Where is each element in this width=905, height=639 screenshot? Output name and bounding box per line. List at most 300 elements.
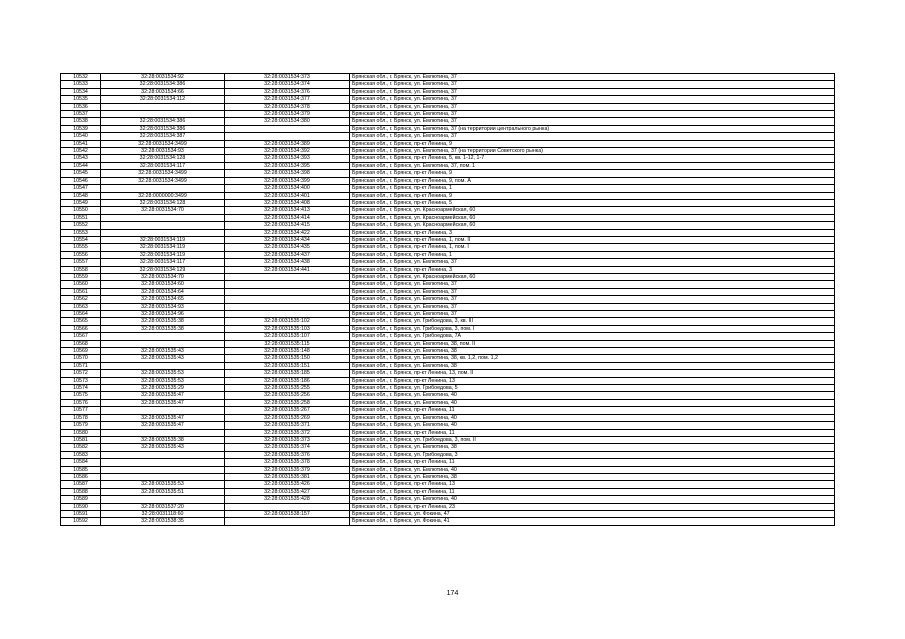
table-row [61,244,835,251]
table-row [61,296,835,303]
land-plot-number-cell [101,429,225,436]
building-number-cell: 32:28:0031534:399 [225,177,350,184]
address-cell: Брянская обл., г. Брянск, ул. Емлютина, 37 [350,74,835,81]
address-cell: Брянская обл., г. Брянск, ул. Емлютина, 37 [350,88,835,95]
row-number-cell: 10589 [61,496,101,503]
table-row [61,377,835,384]
row-number-cell: 10581 [61,436,101,443]
address-cell: Брянская обл., г. Брянск, ул. Емлютина, 38, кв. 1,2, пом. 1,2 [350,355,835,362]
row-number-cell: 10556 [61,251,101,258]
address-cell: Брянская обл., г. Брянск, ул. Грибоедова, 3, пом. I [350,325,835,332]
building-number-cell: 32:28:0031534:395 [225,162,350,169]
row-number-cell: 10540 [61,133,101,140]
land-plot-number-cell: 32:28:0031534:119 [101,236,225,243]
land-plot-number-cell [101,340,225,347]
address-cell: Брянская обл., г. Брянск, ул. Емлютина, 37 [350,281,835,288]
address-cell: Брянская обл., г. Брянск, ул. Емлютина, 37 [350,118,835,125]
row-number-cell: 10542 [61,148,101,155]
address-cell: Брянская обл., г. Брянск, ул. Емлютина, 37 [350,311,835,318]
land-plot-number-cell: 32:28:0031534:64 [101,288,225,295]
row-number-cell: 10561 [61,288,101,295]
land-plot-number-cell: 32:28:0031534:386 [101,81,225,88]
row-number-cell: 10553 [61,229,101,236]
building-number-cell: 32:28:0031535:256 [225,392,350,399]
address-cell: Брянская обл., г. Брянск, ул. Грибоедова, 3, пом. II [350,436,835,443]
row-number-cell: 10533 [61,81,101,88]
building-number-cell: 32:28:0031535:379 [225,466,350,473]
building-number-cell [225,133,350,140]
building-number-cell: 32:28:0031534:408 [225,199,350,206]
address-cell: Брянская обл., г. Брянск, ул. Емлютина, 37 [350,296,835,303]
land-plot-number-cell: 32:28:0031534:96 [101,311,225,318]
building-number-cell: 32:28:0031534:392 [225,148,350,155]
building-number-cell: 32:28:0031534:379 [225,111,350,118]
row-number-cell: 10574 [61,385,101,392]
address-cell: Брянская обл., г. Брянск, ул. Грибоедова, 7А [350,333,835,340]
table-row [61,133,835,140]
table-row [61,185,835,192]
address-cell: Брянская обл., г. Брянск, ул. Грибоедова, 5 [350,385,835,392]
building-number-cell: 32:28:0031534:438 [225,259,350,266]
table-row [61,510,835,517]
land-plot-number-cell: 32:28:0031535:53 [101,377,225,384]
address-cell: Брянская обл., г. Брянск, ул. Емлютина, 38 [350,348,835,355]
land-plot-number-cell: 32:28:0031534:112 [101,96,225,103]
table-row [61,340,835,347]
building-number-cell [225,273,350,280]
address-cell: Брянская обл., г. Брянск, пр-кт Ленина, 1, пом. I [350,244,835,251]
row-number-cell: 10555 [61,244,101,251]
table-row [61,318,835,325]
row-number-cell: 10532 [61,74,101,81]
table-body [61,74,835,526]
building-number-cell: 32:28:0031535:373 [225,436,350,443]
land-plot-number-cell [101,214,225,221]
table-row [61,170,835,177]
building-number-cell: 32:28:0031535:150 [225,355,350,362]
land-plot-number-cell [101,451,225,458]
address-cell: Брянская обл., г. Брянск, ул. Емлютина, 38 [350,362,835,369]
land-plot-number-cell: 32:28:0031534:117 [101,162,225,169]
address-cell: Брянская обл., г. Брянск, ул. Емлютина, 37 [350,96,835,103]
address-cell: Брянская обл., г. Брянск, ул. Емлютина, 37, пом. 1 [350,162,835,169]
row-number-cell: 10535 [61,96,101,103]
land-plot-number-cell: 32:28:0031535:53 [101,370,225,377]
table-row [61,473,835,480]
building-number-cell: 32:28:0031535:371 [225,422,350,429]
table-row [61,125,835,132]
building-number-cell: 32:28:0031534:435 [225,244,350,251]
building-number-cell: 32:28:0031535:102 [225,318,350,325]
table-row [61,333,835,340]
row-number-cell: 10536 [61,103,101,110]
table-row [61,88,835,95]
row-number-cell: 10573 [61,377,101,384]
table-row [61,303,835,310]
table-row [61,496,835,503]
land-plot-number-cell: 32:28:0000000:3499 [101,192,225,199]
address-cell: Брянская обл., г. Брянск, ул. Грибоедова, 3 [350,451,835,458]
address-cell: Брянская обл., г. Брянск, ул. Емлютина, 40 [350,399,835,406]
address-cell: Брянская обл., г. Брянск, ул. Фокина, 41 [350,518,835,525]
table-row [61,370,835,377]
land-plot-number-cell: 32:28:0031535:43 [101,444,225,451]
address-cell: Брянская обл., г. Брянск, пр-кт Ленина, 5, кв. 1-12, 1-7 [350,155,835,162]
building-number-cell: 32:28:0031535:255 [225,385,350,392]
land-plot-number-cell: 32:28:0031535:29 [101,385,225,392]
land-plot-number-cell [101,362,225,369]
table-row [61,148,835,155]
table-row [61,192,835,199]
land-plot-number-cell: 32:28:0031535:53 [101,481,225,488]
address-cell: Брянская обл., г. Брянск, пр-кт Ленина, 3 [350,229,835,236]
address-cell: Брянская обл., г. Брянск, пр-кт Ленина, 11 [350,459,835,466]
building-number-cell: 32:28:0031535:376 [225,451,350,458]
land-plot-number-cell: 32:28:0031535:43 [101,348,225,355]
land-plot-number-cell: 32:28:0031534:93 [101,148,225,155]
building-number-cell: 32:28:0031538:157 [225,510,350,517]
row-number-cell: 10563 [61,303,101,310]
land-plot-number-cell [101,103,225,110]
table-row [61,392,835,399]
row-number-cell: 10564 [61,311,101,318]
land-plot-number-cell: 32:28:0031534:66 [101,88,225,95]
address-cell: Брянская обл., г. Брянск, ул. Красноармейская, 60 [350,214,835,221]
address-cell: Брянская обл., г. Брянск, пр-кт Ленина, 1 [350,185,835,192]
table-row [61,518,835,525]
table-row [61,111,835,118]
land-plot-number-cell: 32:28:0031535:47 [101,414,225,421]
land-plot-number-cell [101,496,225,503]
land-plot-number-cell: 32:28:0031534:3499 [101,140,225,147]
building-number-cell: 32:28:0031535:426 [225,481,350,488]
building-number-cell: 32:28:0031534:378 [225,103,350,110]
land-plot-number-cell: 32:28:0031535:47 [101,392,225,399]
table-row [61,459,835,466]
land-plot-number-cell: 32:28:0031534:117 [101,259,225,266]
building-number-cell: 32:28:0031535:267 [225,407,350,414]
address-cell: Брянская обл., г. Брянск, ул. Емлютина, 37 [350,111,835,118]
building-number-cell: 32:28:0031535:374 [225,444,350,451]
table-row [61,229,835,236]
land-plot-number-cell [101,229,225,236]
land-plot-number-cell [101,473,225,480]
address-cell: Брянская обл., г. Брянск, ул. Емлютина, 37 [350,103,835,110]
row-number-cell: 10547 [61,185,101,192]
land-plot-number-cell [101,333,225,340]
building-number-cell: 32:28:0031535:372 [225,429,350,436]
row-number-cell: 10558 [61,266,101,273]
row-number-cell: 10587 [61,481,101,488]
row-number-cell: 10548 [61,192,101,199]
land-plot-number-cell [101,466,225,473]
table-row [61,214,835,221]
land-plot-number-cell: 32:28:0031535:47 [101,422,225,429]
address-cell: Брянская обл., г. Брянск, ул. Емлютина, 37 (на территории центрального рынка) [350,125,835,132]
address-cell: Брянская обл., г. Брянск, ул. Емлютина, 37 [350,288,835,295]
table-row [61,74,835,81]
row-number-cell: 10584 [61,459,101,466]
address-cell: Брянская обл., г. Брянск, ул. Емлютина, 40 [350,422,835,429]
table-row [61,259,835,266]
building-number-cell: 32:28:0031534:441 [225,266,350,273]
land-plot-number-cell: 32:28:0031534:386 [101,125,225,132]
table-row [61,140,835,147]
land-plot-number-cell [101,407,225,414]
table-row [61,444,835,451]
row-number-cell: 10537 [61,111,101,118]
land-plot-number-cell: 32:28:0031534:387 [101,133,225,140]
address-cell: Брянская обл., г. Брянск, пр-кт Ленина, 13 [350,481,835,488]
building-number-cell [225,303,350,310]
address-cell: Брянская обл., г. Брянск, пр-кт Ленина, 9, пом. А [350,177,835,184]
address-cell: Брянская обл., г. Брянск, ул. Емлютина, 38, пом. II [350,340,835,347]
table-row [61,355,835,362]
building-number-cell: 32:28:0031534:422 [225,229,350,236]
row-number-cell: 10565 [61,318,101,325]
building-number-cell [225,296,350,303]
address-cell: Брянская обл., г. Брянск, ул. Емлютина, 40 [350,466,835,473]
building-number-cell [225,125,350,132]
building-number-cell: 32:28:0031535:151 [225,362,350,369]
building-number-cell: 32:28:0031534:377 [225,96,350,103]
table-row [61,325,835,332]
land-plot-number-cell: 32:28:0031535:51 [101,488,225,495]
address-cell: Брянская обл., г. Брянск, пр-кт Ленина, 11 [350,488,835,495]
row-number-cell: 10566 [61,325,101,332]
table-row [61,103,835,110]
row-number-cell: 10534 [61,88,101,95]
land-plot-number-cell: 32:28:0031534:70 [101,273,225,280]
row-number-cell: 10585 [61,466,101,473]
row-number-cell: 10568 [61,340,101,347]
address-cell: Брянская обл., г. Брянск, ул. Емлютина, 40 [350,414,835,421]
building-number-cell [225,503,350,510]
row-number-cell: 10575 [61,392,101,399]
building-number-cell: 32:28:0031535:148 [225,348,350,355]
page-number: 174 [446,590,459,597]
row-number-cell: 10545 [61,170,101,177]
land-plot-number-cell: 32:28:0031534:3499 [101,177,225,184]
building-number-cell [225,311,350,318]
address-cell: Брянская обл., г. Брянск, ул. Емлютина, 37 (на территории Советского рынка) [350,148,835,155]
table-row [61,81,835,88]
table-row [61,348,835,355]
address-cell: Брянская обл., г. Брянск, ул. Емлютина, 37 [350,81,835,88]
land-plot-number-cell: 32:28:0031534:119 [101,251,225,258]
row-number-cell: 10592 [61,518,101,525]
address-cell: Брянская обл., г. Брянск, ул. Емлютина, 40 [350,496,835,503]
land-plot-number-cell: 32:28:0031534:128 [101,199,225,206]
table-row [61,503,835,510]
land-plot-number-cell: 32:28:0031535:47 [101,399,225,406]
row-number-cell: 10562 [61,296,101,303]
building-number-cell: 32:28:0031534:389 [225,140,350,147]
address-cell: Брянская обл., г. Брянск, ул. Фокина, 47 [350,510,835,517]
land-plot-number-cell: 32:28:0031534:70 [101,207,225,214]
row-number-cell: 10541 [61,140,101,147]
building-number-cell [225,281,350,288]
address-cell: Брянская обл., г. Брянск, пр-кт Ленина, 11 [350,429,835,436]
land-plot-number-cell [101,222,225,229]
address-cell: Брянская обл., г. Брянск, пр-кт Ленина, 5 [350,199,835,206]
row-number-cell: 10557 [61,259,101,266]
table-row [61,311,835,318]
land-plot-number-cell: 32:28:0031534:386 [101,118,225,125]
table-row [61,288,835,295]
address-cell: Брянская обл., г. Брянск, ул. Красноармейская, 60 [350,222,835,229]
row-number-cell: 10544 [61,162,101,169]
table-row [61,199,835,206]
building-number-cell: 32:28:0031534:374 [225,81,350,88]
table-row [61,385,835,392]
table-row [61,451,835,458]
building-number-cell: 32:28:0031534:376 [225,88,350,95]
row-number-cell: 10554 [61,236,101,243]
row-number-cell: 10576 [61,399,101,406]
row-number-cell: 10567 [61,333,101,340]
building-number-cell: 32:28:0031534:393 [225,155,350,162]
building-number-cell: 32:28:0031535:186 [225,377,350,384]
land-plot-number-cell: 32:28:0031535:38 [101,436,225,443]
table-row [61,222,835,229]
address-cell: Брянская обл., г. Брянск, ул. Красноармейская, 60 [350,207,835,214]
land-plot-number-cell: 32:28:0031535:38 [101,325,225,332]
building-number-cell: 32:28:0031534:414 [225,214,350,221]
address-cell: Брянская обл., г. Брянск, ул. Грибоедова, 3, кв. III [350,318,835,325]
table-row [61,162,835,169]
address-cell: Брянская обл., г. Брянск, пр-кт Ленина, 9 [350,140,835,147]
row-number-cell: 10570 [61,355,101,362]
address-cell: Брянская обл., г. Брянск, пр-кт Ленина, 23 [350,503,835,510]
row-number-cell: 10580 [61,429,101,436]
table-row [61,118,835,125]
table-row [61,488,835,495]
building-number-cell: 32:28:0031534:415 [225,222,350,229]
building-number-cell [225,518,350,525]
building-number-cell: 32:28:0031535:427 [225,488,350,495]
land-plot-number-cell: 32:28:0031534:129 [101,266,225,273]
row-number-cell: 10559 [61,273,101,280]
land-plot-number-cell: 32:28:0031537:20 [101,503,225,510]
land-plot-number-cell: 32:28:0031534:65 [101,296,225,303]
address-cell: Брянская обл., г. Брянск, ул. Емлютина, 37 [350,303,835,310]
table-row [61,466,835,473]
address-cell: Брянская обл., г. Брянск, пр-кт Ленина, 9 [350,170,835,177]
address-cell: Брянская обл., г. Брянск, пр-кт Ленина, 11 [350,407,835,414]
row-number-cell: 10588 [61,488,101,495]
land-plot-number-cell: 32:28:0031535:43 [101,355,225,362]
land-plot-number-cell: 32:28:0031534:93 [101,303,225,310]
building-number-cell: 32:28:0031535:107 [225,333,350,340]
land-plot-number-cell: 32:28:0031534:128 [101,155,225,162]
table-row [61,407,835,414]
row-number-cell: 10552 [61,222,101,229]
table-row [61,436,835,443]
address-cell: Брянская обл., г. Брянск, ул. Красноармейская, 60 [350,273,835,280]
row-number-cell: 10591 [61,510,101,517]
table-row [61,481,835,488]
address-cell: Брянская обл., г. Брянск, ул. Емлютина, 40 [350,392,835,399]
table-row [61,155,835,162]
land-plot-number-cell [101,111,225,118]
address-cell: Брянская обл., г. Брянск, ул. Емлютина, 37 [350,259,835,266]
row-number-cell: 10582 [61,444,101,451]
row-number-cell: 10560 [61,281,101,288]
table-row [61,251,835,258]
land-plot-number-cell: 32:28:0031118:60 [101,510,225,517]
building-number-cell: 32:28:0031534:373 [225,74,350,81]
table-row [61,362,835,369]
row-number-cell: 10539 [61,125,101,132]
table-row [61,422,835,429]
row-number-cell: 10543 [61,155,101,162]
building-number-cell: 32:28:0031535:185 [225,370,350,377]
address-cell: Брянская обл., г. Брянск, пр-кт Ленина, 1, пом. II [350,236,835,243]
building-number-cell: 32:28:0031534:401 [225,192,350,199]
row-number-cell: 10579 [61,422,101,429]
row-number-cell: 10590 [61,503,101,510]
table-row [61,273,835,280]
address-cell: Брянская обл., г. Брянск, ул. Емлютина, 37 [350,133,835,140]
land-plot-number-cell: 32:28:0031534:3499 [101,170,225,177]
land-plot-number-cell: 32:28:0031538:35 [101,518,225,525]
table-row [61,281,835,288]
land-plot-number-cell: 32:28:0031534:92 [101,74,225,81]
building-number-cell: 32:28:0031534:434 [225,236,350,243]
building-number-cell: 32:28:0031535:115 [225,340,350,347]
row-number-cell: 10538 [61,118,101,125]
row-number-cell: 10550 [61,207,101,214]
building-number-cell: 32:28:0031535:269 [225,414,350,421]
table-row [61,266,835,273]
building-number-cell: 32:28:0031534:413 [225,207,350,214]
row-number-cell: 10572 [61,370,101,377]
registry-table [60,73,835,526]
table-row [61,236,835,243]
building-number-cell: 32:28:0031535:378 [225,459,350,466]
row-number-cell: 10549 [61,199,101,206]
building-number-cell: 32:28:0031535:258 [225,399,350,406]
building-number-cell: 32:28:0031534:400 [225,185,350,192]
row-number-cell: 10569 [61,348,101,355]
row-number-cell: 10583 [61,451,101,458]
building-number-cell: 32:28:0031534:437 [225,251,350,258]
address-cell: Брянская обл., г. Брянск, пр-кт Ленина, 13 [350,377,835,384]
row-number-cell: 10551 [61,214,101,221]
table-row [61,429,835,436]
building-number-cell: 32:28:0031534:398 [225,170,350,177]
row-number-cell: 10571 [61,362,101,369]
building-number-cell: 32:28:0031535:428 [225,496,350,503]
land-plot-number-cell [101,459,225,466]
address-cell: Брянская обл., г. Брянск, пр-кт Ленина, 1 [350,251,835,258]
land-plot-number-cell: 32:28:0031534:60 [101,281,225,288]
address-cell: Брянская обл., г. Брянск, пр-кт Ленина, 13, пом. II [350,370,835,377]
building-number-cell: 32:28:0031535:103 [225,325,350,332]
building-number-cell: 32:28:0031534:380 [225,118,350,125]
land-plot-number-cell: 32:28:0031534:119 [101,244,225,251]
table-row [61,207,835,214]
table-row [61,414,835,421]
row-number-cell: 10546 [61,177,101,184]
row-number-cell: 10586 [61,473,101,480]
building-number-cell [225,288,350,295]
row-number-cell: 10578 [61,414,101,421]
address-cell: Брянская обл., г. Брянск, пр-кт Ленина, 9 [350,192,835,199]
table-row [61,177,835,184]
address-cell: Брянская обл., г. Брянск, ул. Емлютина, 38 [350,473,835,480]
